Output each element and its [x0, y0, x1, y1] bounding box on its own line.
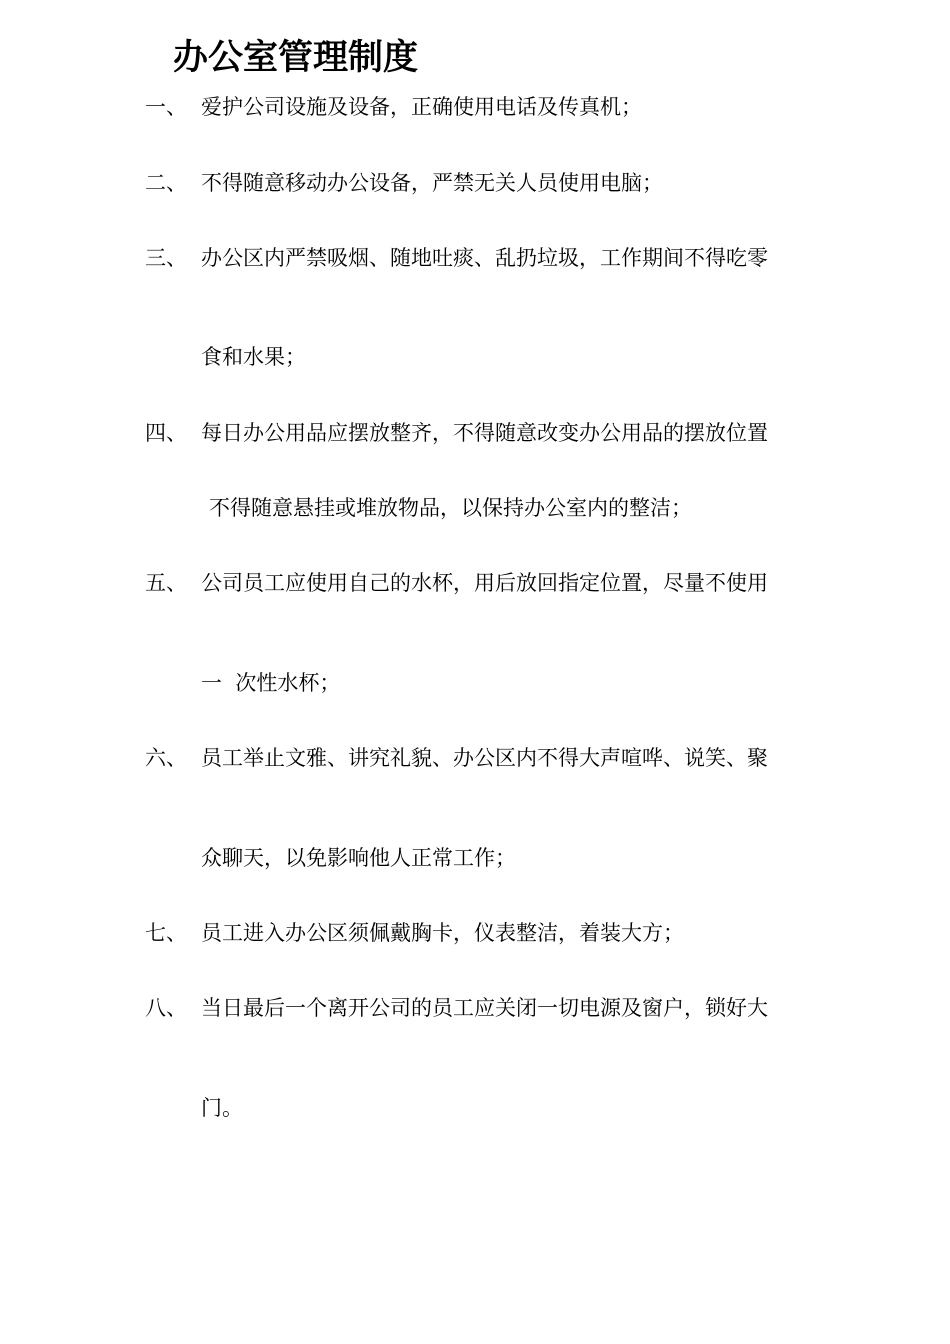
item-number-6: 六、: [145, 746, 187, 770]
item-8-line-2: 门。: [201, 1096, 243, 1120]
item-3-line-2: 食和水果；: [201, 345, 306, 369]
item-5-line-1: 公司员工应使用自己的水杯，用后放回指定位置，尽量不使用: [201, 571, 768, 595]
item-4-line-1: 每日办公用品应摆放整齐，不得随意改变办公用品的摆放位置: [201, 421, 768, 445]
item-number-8: 八、: [145, 996, 187, 1020]
item-7-line-1: 员工进入办公区须佩戴胸卡，仪表整洁，着装大方；: [201, 921, 684, 945]
item-5-line-2: 一 次性水杯；: [201, 671, 341, 695]
page-title: 办公室管理制度: [173, 38, 419, 78]
item-2-line-1: 不得随意移动办公设备，严禁无关人员使用电脑；: [201, 171, 663, 195]
item-4-line-2: 不得随意悬挂或堆放物品，以保持办公室内的整洁；: [209, 496, 692, 520]
item-number-2: 二、: [145, 171, 187, 195]
item-number-4: 四、: [145, 421, 187, 445]
item-number-7: 七、: [145, 921, 187, 945]
item-3-line-1: 办公区内严禁吸烟、随地吐痰、乱扔垃圾，工作期间不得吃零: [201, 246, 768, 270]
item-number-5: 五、: [145, 571, 187, 595]
item-1-line-1: 爱护公司设施及设备，正确使用电话及传真机；: [201, 95, 642, 119]
item-6-line-2: 众聊天，以免影响他人正常工作；: [201, 846, 516, 870]
item-8-line-1: 当日最后一个离开公司的员工应关闭一切电源及窗户，锁好大: [201, 996, 768, 1020]
item-6-line-1: 员工举止文雅、讲究礼貌、办公区内不得大声喧哗、说笑、聚: [201, 746, 768, 770]
item-number-3: 三、: [145, 246, 187, 270]
item-number-1: 一、: [145, 95, 187, 119]
